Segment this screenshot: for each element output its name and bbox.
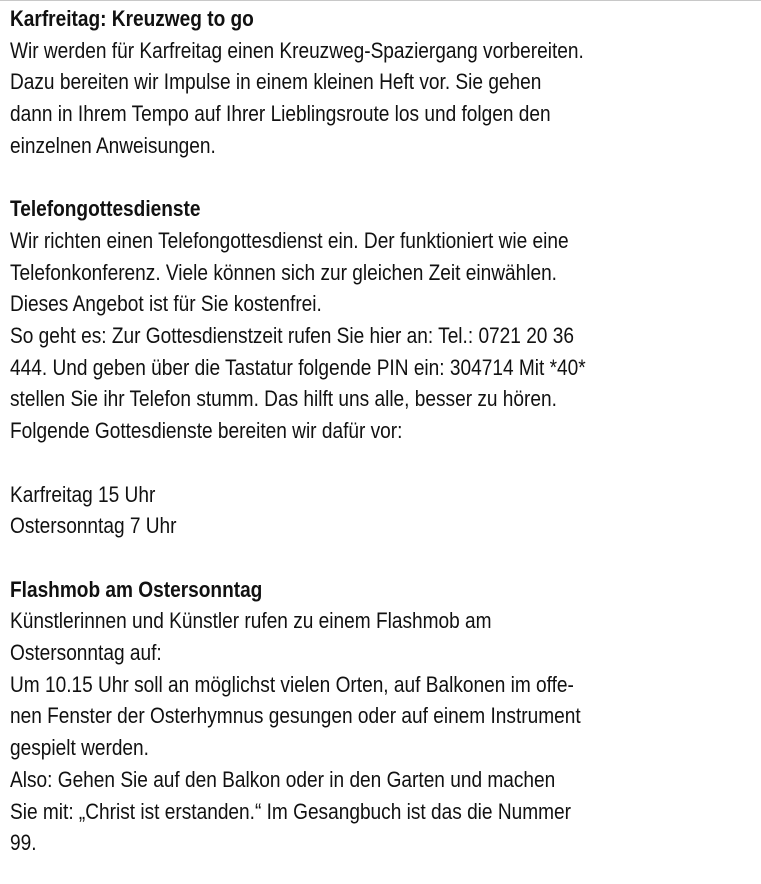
section-body [10, 35, 692, 162]
spacer [10, 542, 692, 574]
text-line: stellen Sie ihr Telefon stumm. Das hilft uns alle, besser zu hören. [10, 386, 557, 412]
text-line: 99. [10, 830, 37, 856]
text-line: dann in Ihrem Tempo auf Ihrer Lieblingsroute los und folgen den [10, 101, 551, 127]
text-line: Telefonkonferenz. Viele können sich zur gleichen Zeit einwählen. [10, 259, 557, 285]
text-line: Dieses Angebot ist für Sie kostenfrei. [10, 291, 322, 317]
service-time-item: Ostersonntag 7 Uhr [10, 513, 177, 539]
text-line: Dazu bereiten wir Impulse in einem kleinen Heft vor. Sie gehen [10, 69, 542, 95]
text-line: Um 10.15 Uhr soll an möglichst vielen Orten, auf Balkonen im offe- [10, 671, 574, 697]
section-heading: Telefongottesdienste [10, 196, 201, 222]
spacer [10, 447, 692, 479]
section-telefongottesdienste [10, 193, 692, 542]
service-times [10, 479, 692, 542]
text-line: Ostersonntag auf: [10, 640, 162, 666]
text-line: 444. Und geben über die Tastatur folgende PIN ein: 304714 Mit *40* [10, 354, 586, 380]
text-line: nen Fenster der Osterhymnus gesungen oder auf einem Instrument [10, 703, 581, 729]
text-line: Folgende Gottesdienste bereiten wir dafür vor: [10, 418, 403, 444]
section-flashmob [10, 574, 692, 859]
section-body [10, 225, 692, 447]
text-line: gespielt werden. [10, 735, 149, 761]
text-line: Künstlerinnen und Künstler rufen zu einem Flashmob am [10, 608, 492, 634]
section-heading: Flashmob am Ostersonntag [10, 576, 263, 602]
section-heading: Karfreitag: Kreuzweg to go [10, 6, 254, 31]
text-line: Wir werden für Karfreitag einen Kreuzweg-Spaziergang vorbereiten. [10, 37, 584, 63]
section-kreuzweg [10, 3, 692, 162]
text-line: So geht es: Zur Gottesdienstzeit rufen Sie hier an: Tel.: 0721 20 36 [10, 323, 574, 349]
text-line: Wir richten einen Telefongottesdienst ein. Der funktioniert wie eine [10, 227, 569, 253]
text-line: einzelnen Anweisungen. [10, 132, 216, 158]
text-line: Also: Gehen Sie auf den Balkon oder in den Garten und machen [10, 766, 556, 792]
document-page [10, 3, 692, 859]
spacer [10, 162, 692, 194]
service-time-item: Karfreitag 15 Uhr [10, 481, 156, 507]
text-line: Sie mit: „Christ ist erstanden.“ Im Gesangbuch ist das die Nummer [10, 798, 571, 824]
section-body [10, 605, 692, 859]
